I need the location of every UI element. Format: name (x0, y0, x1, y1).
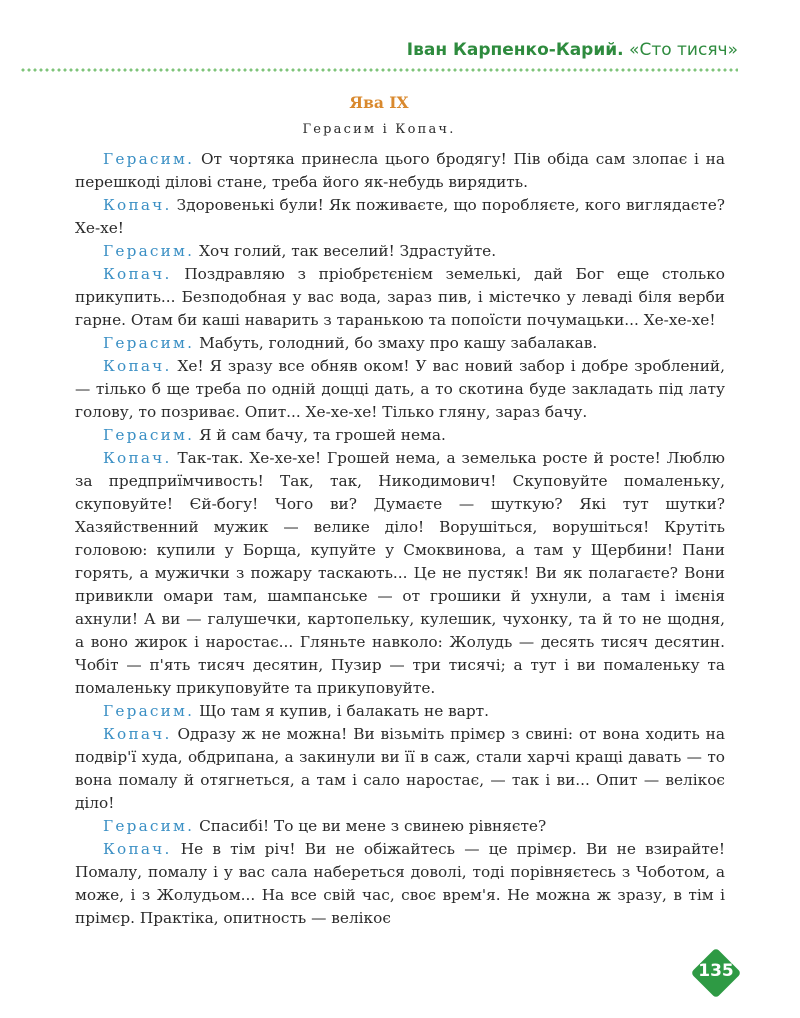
dialogue-line (75, 723, 725, 815)
line-text: Поздравляю з пріобрєтєнієм земелькі, дай Бог еще столько прикупить... Безподобная у вас вода, зараз пив, і містечко у леваді біля верби гарне. Отам би каші наварить з таранькою та попоїсти почумацьки... Хе-хе-хе! (75, 265, 725, 329)
header-title: «Сто тисяч» (629, 40, 738, 60)
header-author: Іван Карпенко-Карий. (406, 40, 624, 60)
line-text: Здоровенькі були! Як поживаєте, що поробляєте, кого виглядаєте? Хе-хе! (75, 196, 725, 237)
speaker-name: Копач. (103, 265, 172, 283)
scene-characters: Герасим і Копач. (302, 122, 456, 137)
speaker-name: Герасим. (103, 702, 195, 720)
line-text: Одразу ж не можна! Ви візьміть прімєр з свині: от вона ходить на подвір'ї худа, обдрипана, а закинули ви її в саж, стали харчі кращі давать — то вона помалу й отягнеться, а там і сало наростає, — так і ви... Опит — велікоє діло! (75, 725, 725, 812)
speaker-name: Герасим. (103, 817, 195, 835)
running-header (407, 40, 738, 60)
speaker-name: Герасим. (103, 150, 195, 168)
dialogue-line (75, 838, 725, 930)
line-text: Не в тім річ! Ви не обіжайтесь — це прімєр. Ви не взирайте! Помалу, помалу і у вас сала набереться доволі, тоді порівняєтесь з Чоботом, а може, і з Жолудьом... На все свій час, своє врем'я. Не можна ж зразу, в тім і прімєр. Практіка, опитность — велікоє (75, 840, 725, 927)
dialogue-line (75, 332, 725, 355)
speaker-name: Герасим. (103, 242, 195, 260)
line-text: Мабуть, голодний, бо змаху про кашу забалакав. (199, 334, 598, 352)
dialogue-line (75, 424, 725, 447)
speaker-name: Копач. (103, 840, 172, 858)
line-text: От чортяка принесла цього бродягу! Пів обіда сам злопає і на перешкоді ділові стане, треба його як-небудь вирядить. (75, 150, 725, 191)
dialogue-line (75, 194, 725, 240)
page-number: 135 (698, 961, 734, 981)
line-text: Так-так. Хе-хе-хе! Грошей нема, а земелька росте й росте! Люблю за предприїмчивость! Так, так, Никодимович! Скуповуйте помаленьку, скуповуйте! Єй-богу! Чого ви? Думаєте — шуткую? Які тут шутки? Хазяйственний мужик — велике діло! Ворушіться, ворушіться! Крутіть головою: купили у Борща, купуйте у Смоквинова, а там у Щербини! Пани горять, а мужички з пожару таскають... Це не пустяк! Ви як полагаєте? Вони привикли омари там, шампанське — от грошики й ухнули, а там і імєнія ахнули! А ви — галушечки, картопельку, кулешик, чухонку, та й то не щодня, а воно жирок і наростає... Гляньте навколо: Жолудь — десять тисяч десятин. Чобіт — п'ять тисяч десятин, Пузир — три тисячі; а тут і ви помаленьку та помаленьку прикуповуйте та прикуповуйте. (75, 449, 725, 697)
dialogue-line (75, 355, 725, 424)
speaker-name: Копач. (103, 357, 172, 375)
dialogue-text (75, 148, 725, 930)
line-text: Хе! Я зразу все обняв оком! У вас новий забор і добре зроблений, — тілько б ще треба по одній дощці дать, а то скотина буде закладать під лату голову, то позриває. Опит... Хе-хе-хе! Тілько гляну, зараз бачу. (75, 357, 725, 421)
dialogue-line (75, 148, 725, 194)
line-text: Спасибі! То це ви мене з свинею рівняєте? (199, 817, 547, 835)
dialogue-line (75, 240, 725, 263)
line-text: Що там я купив, і балакать не варт. (199, 702, 489, 720)
dialogue-line (75, 700, 725, 723)
dotted-divider (20, 68, 738, 72)
line-text: Я й сам бачу, та грошей нема. (199, 426, 446, 444)
speaker-name: Копач. (103, 196, 172, 214)
page-number-badge (690, 947, 742, 999)
speaker-name: Герасим. (103, 426, 195, 444)
speaker-name: Копач. (103, 449, 172, 467)
line-text: Хоч голий, так веселий! Здрастуйте. (199, 242, 497, 260)
speaker-name: Копач. (103, 725, 172, 743)
scene-title: Ява IX (349, 93, 409, 112)
speaker-name: Герасим. (103, 334, 195, 352)
dialogue-line (75, 447, 725, 700)
dialogue-line (75, 815, 725, 838)
dialogue-line (75, 263, 725, 332)
